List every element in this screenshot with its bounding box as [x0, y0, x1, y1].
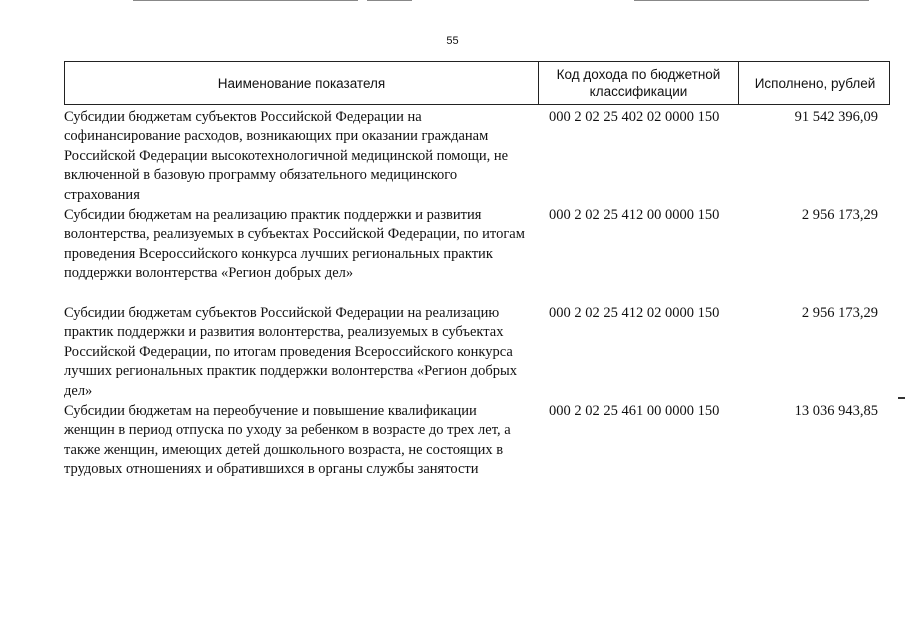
row-name: Субсидии бюджетам субъектов Российской Федерации на реализацию практик поддержки и развития волонтерства, реализуемых в субъектах Российской Федерации, по итогам проведения Всероссийского конкурса лучших региональных практик поддержки волонтерства «Регион добрых дел»: [64, 305, 518, 399]
row-name: Субсидии бюджетам субъектов Российской Федерации на софинансирование расходов, возникающих при оказании гражданам Российской Федерации высокотехнологичной медицинской помощи, не включенной в базовую программу обязательного медицинского страхования: [64, 109, 509, 203]
table-row: [64, 108, 890, 205]
row-amount: 91 542 396,09: [794, 109, 878, 125]
row-amount: 2 956 173,29: [801, 305, 878, 321]
scan-margin-mark: [898, 397, 905, 399]
row-amount: 13 036 943,85: [794, 403, 878, 419]
header-code: Код дохода по бюджетной классификации: [538, 62, 738, 104]
row-amount: 2 956 173,29: [801, 207, 878, 223]
header-amount: Исполнено, рублей: [738, 62, 891, 104]
row-code: 000 2 02 25 402 02 0000 150: [549, 109, 720, 125]
scan-top-line-left: [133, 0, 358, 1]
row-name: Субсидии бюджетам на переобучение и повышение квалификации женщин в период отпуска по уходу за ребенком в возрасте до трех лет, а также женщин, имеющих детей дошкольного возраста, не состоящих в трудовых отношениях и обратившихся в органы службы занятости: [64, 403, 511, 478]
row-code: 000 2 02 25 461 00 0000 150: [549, 403, 720, 419]
table-row: [64, 304, 890, 401]
row-name: Субсидии бюджетам на реализацию практик поддержки и развития волонтерства, реализуемых в субъектах Российской Федерации, по итогам проведения Всероссийского конкурса лучших региональных практик поддержки волонтерства «Регион добрых дел»: [64, 207, 525, 282]
header-name: Наименование показателя: [217, 75, 386, 91]
table-row: [64, 402, 890, 480]
row-code: 000 2 02 25 412 02 0000 150: [549, 305, 720, 321]
scan-top-line-middle: [367, 0, 412, 1]
page-number: 55: [446, 35, 459, 47]
scan-top-line-right: [634, 0, 869, 1]
row-code: 000 2 02 25 412 00 0000 150: [549, 207, 720, 223]
table-row: [64, 206, 890, 284]
table-header: [64, 61, 890, 105]
